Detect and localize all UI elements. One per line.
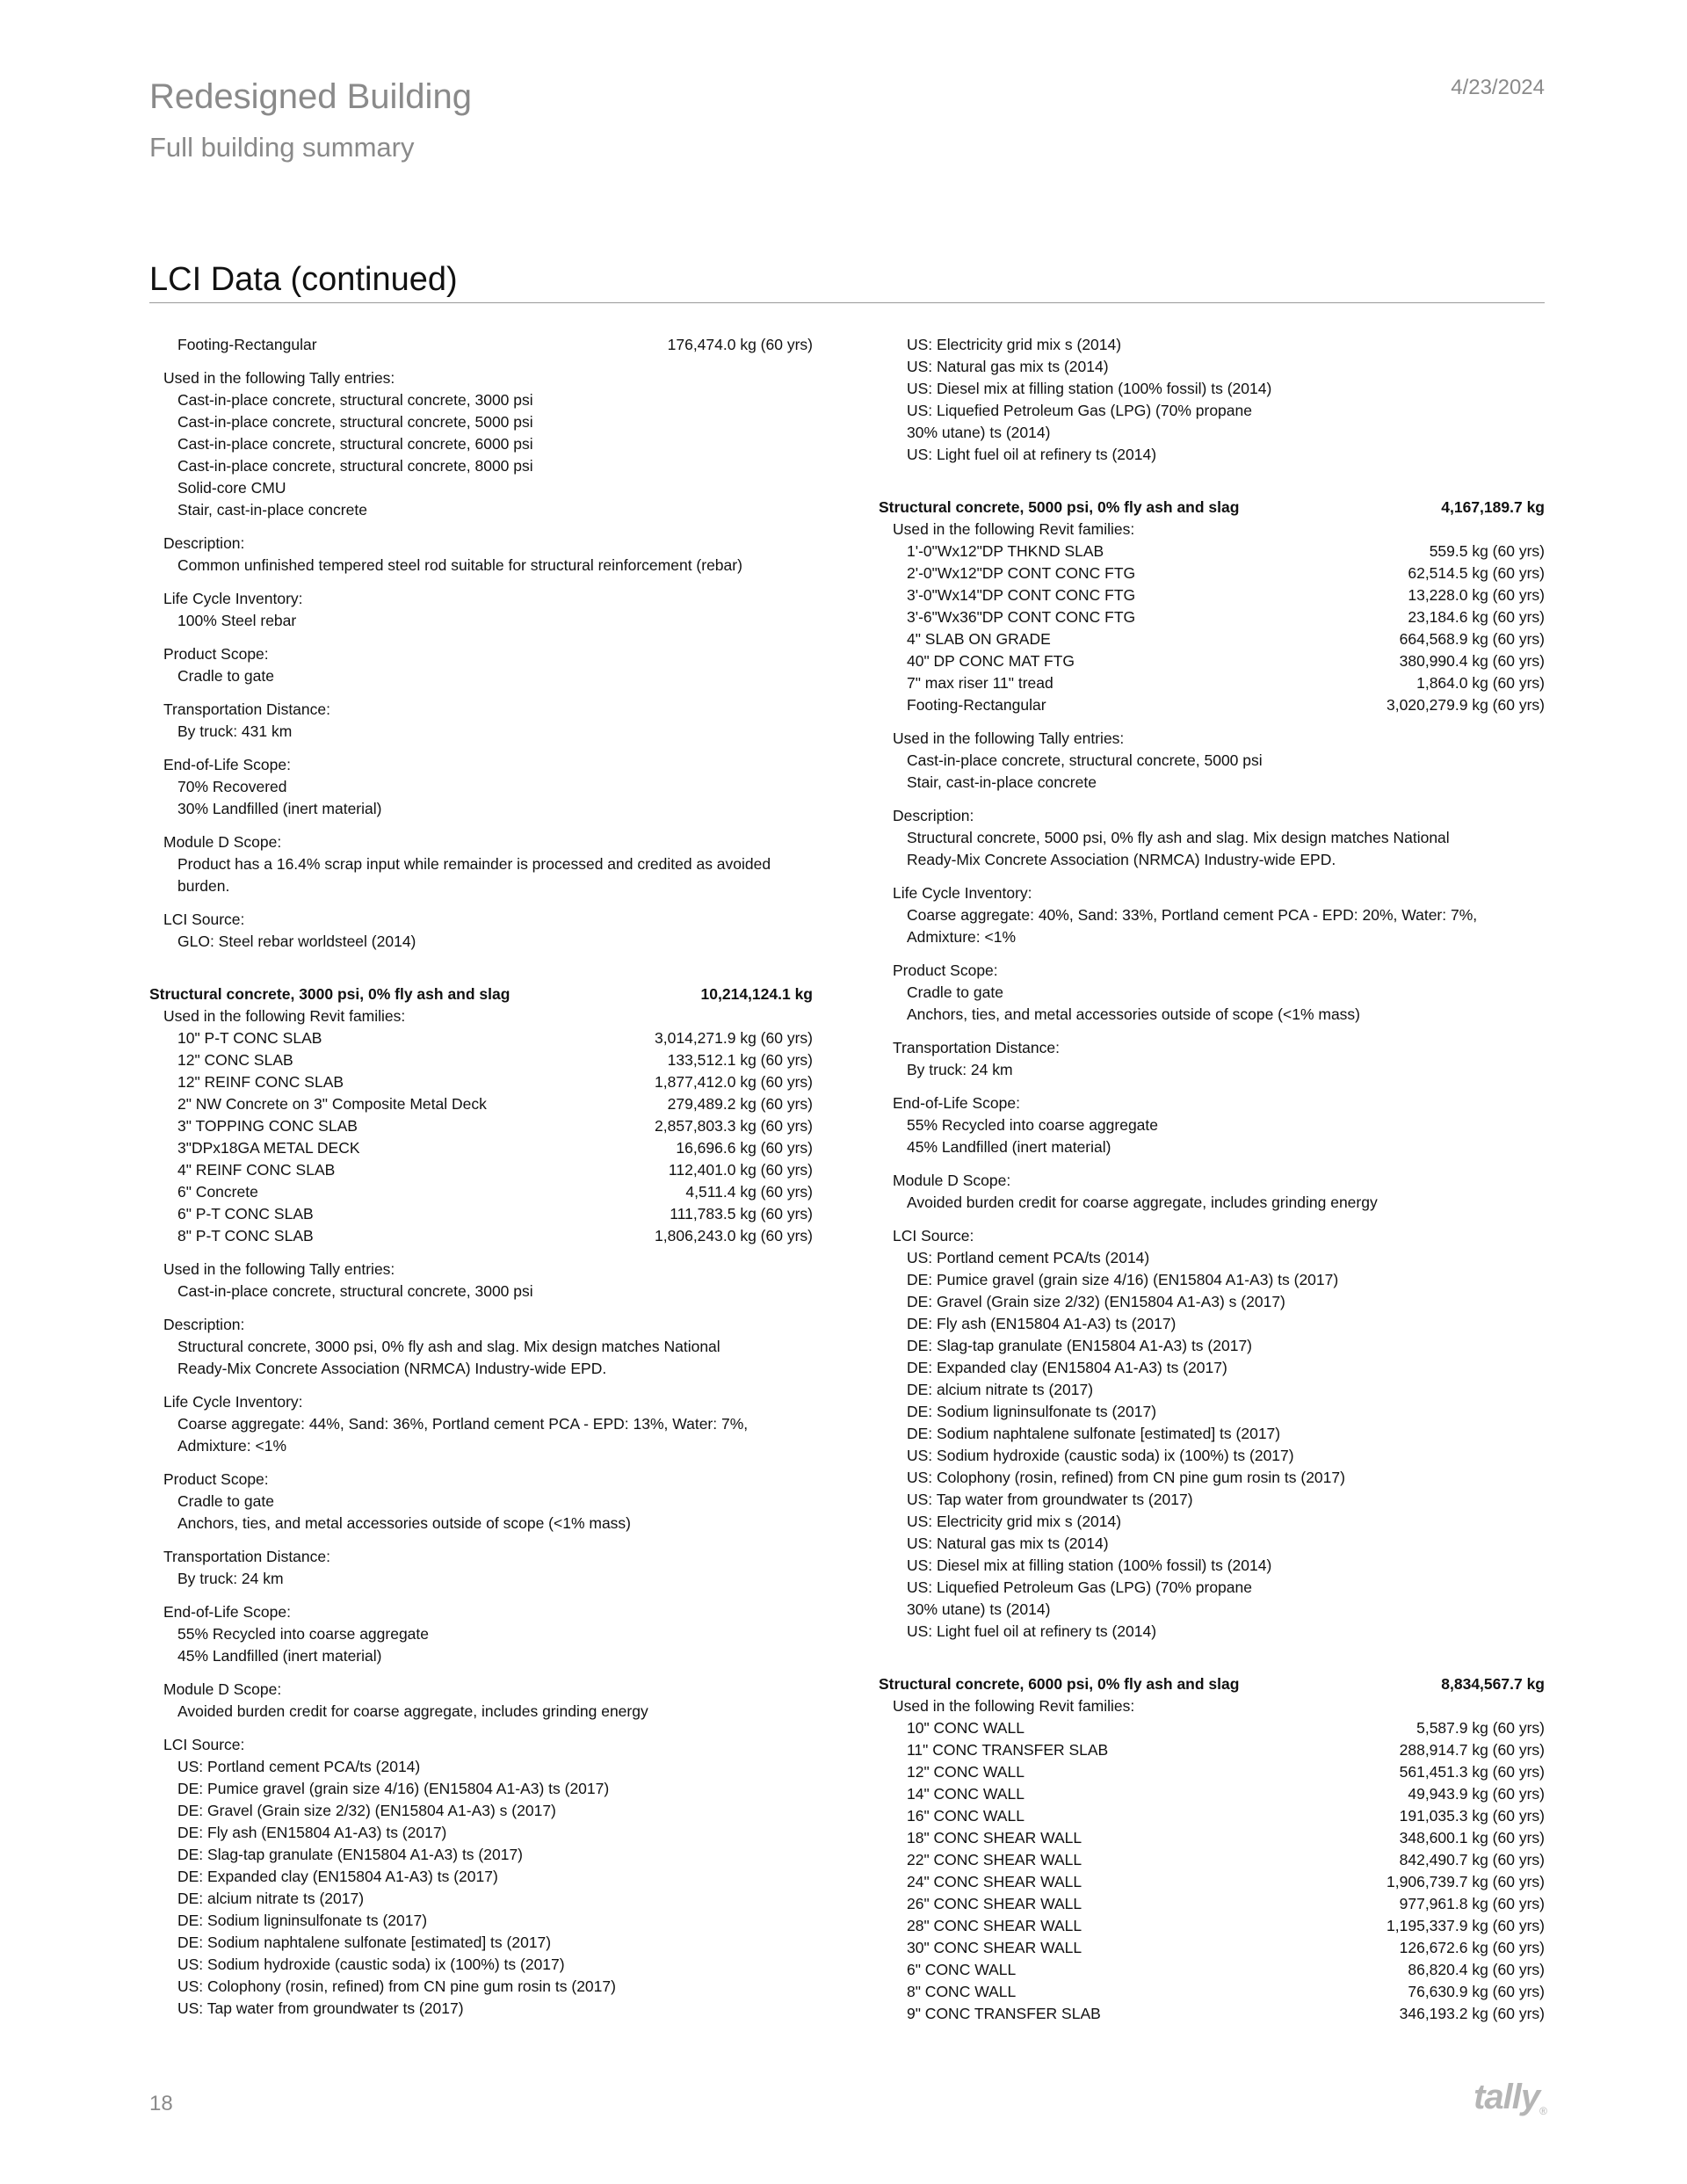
family-row — [879, 1717, 1545, 1739]
moduled-text: burden. — [177, 877, 230, 895]
family-value: 76,630.9 kg (60 yrs) — [1408, 1983, 1545, 2000]
family-name: 11" CONC TRANSFER SLAB — [907, 1741, 1109, 1759]
source-item: US: Sodium hydroxide (caustic soda) ix (100%) ts (2017) — [907, 1447, 1294, 1464]
tally-entry: Cast-in-place concrete, structural concrete, 3000 psi — [177, 1282, 533, 1300]
source-item: DE: Pumice gravel (grain size 4/16) (EN15804 A1-A3) ts (2017) — [177, 1780, 610, 1797]
material-title: Structural concrete, 5000 psi, 0% fly ash and slag — [879, 498, 1240, 516]
tally-entry: Cast-in-place concrete, structural concrete, 5000 psi — [907, 751, 1263, 769]
family-value: 2,857,803.3 kg (60 yrs) — [655, 1117, 813, 1135]
family-name: 14" CONC WALL — [907, 1785, 1025, 1803]
source-item: US: Light fuel oil at refinery ts (2014) — [907, 1622, 1157, 1640]
family-name: 28" CONC SHEAR WALL — [907, 1917, 1082, 1934]
family-name: 10" CONC WALL — [907, 1719, 1025, 1737]
tally-logo — [1473, 2078, 1546, 2117]
family-name: 4" SLAB ON GRADE — [907, 630, 1051, 648]
family-value: 126,672.6 kg (60 yrs) — [1399, 1939, 1545, 1956]
family-name: 1'-0"Wx12"DP THKND SLAB — [907, 542, 1104, 560]
source-item: US: Natural gas mix ts (2014) — [907, 1535, 1109, 1552]
source-item: DE: Pumice gravel (grain size 4/16) (EN15804 A1-A3) ts (2017) — [907, 1271, 1339, 1288]
source-item: DE: Expanded clay (EN15804 A1-A3) ts (2017) — [177, 1868, 498, 1885]
tally-entry: Cast-in-place concrete, structural concrete, 6000 psi — [177, 435, 533, 453]
family-row — [149, 334, 813, 356]
source-item: US: Liquefied Petroleum Gas (LPG) (70% propane — [907, 402, 1252, 419]
family-value: 288,914.7 kg (60 yrs) — [1399, 1741, 1545, 1759]
source-item: US: Electricity grid mix s (2014) — [907, 1513, 1122, 1530]
tally-label: Used in the following Tally entries: — [163, 369, 395, 387]
source-label: LCI Source: — [163, 911, 245, 928]
module-d-scope — [149, 1679, 813, 1723]
family-name: Footing-Rectangular — [907, 696, 1046, 714]
source-item: US: Diesel mix at filling station (100% fossil) ts (2014) — [907, 380, 1272, 397]
scope-text: Cradle to gate — [177, 1492, 274, 1510]
family-name: 3" TOPPING CONC SLAB — [177, 1117, 358, 1135]
lci-source — [879, 1225, 1545, 1643]
tally-entry: Cast-in-place concrete, structural concrete, 5000 psi — [177, 413, 533, 431]
scope-label: Product Scope: — [163, 645, 269, 663]
source-item: DE: alcium nitrate ts (2017) — [177, 1890, 365, 1907]
concrete-6000-block — [879, 1673, 1545, 2025]
source-item: US: Light fuel oil at refinery ts (2014) — [907, 446, 1157, 463]
concrete-3000-block — [149, 983, 813, 2020]
families-label: Used in the following Revit families: — [163, 1007, 406, 1025]
registered-mark: ® — [1539, 2105, 1546, 2117]
family-row — [879, 606, 1545, 628]
family-row — [879, 562, 1545, 584]
tally-entry: Cast-in-place concrete, structural concrete, 8000 psi — [177, 457, 533, 475]
family-name: 6" Concrete — [177, 1183, 258, 1201]
tally-label: Used in the following Tally entries: — [893, 729, 1125, 747]
source-list — [879, 1247, 1545, 1643]
lci-text: Coarse aggregate: 40%, Sand: 33%, Portland cement PCA - EPD: 20%, Water: 7%, — [907, 906, 1478, 924]
source-item: US: Colophony (rosin, refined) from CN pine gum rosin ts (2017) — [907, 1469, 1345, 1486]
family-name: 12" CONC WALL — [907, 1763, 1025, 1781]
tally-entry: Stair, cast-in-place concrete — [177, 501, 367, 519]
description-text: Ready-Mix Concrete Association (NRMCA) Industry-wide EPD. — [907, 851, 1336, 868]
family-value: 977,961.8 kg (60 yrs) — [1399, 1895, 1545, 1912]
family-row — [879, 1981, 1545, 2003]
tally-entries — [149, 1259, 813, 1302]
family-row — [879, 628, 1545, 650]
document-date: 4/23/2024 — [1451, 76, 1545, 99]
family-value: 62,514.5 kg (60 yrs) — [1408, 564, 1545, 582]
revit-families-list — [879, 541, 1545, 716]
family-name: 16" CONC WALL — [907, 1807, 1025, 1825]
source-label: LCI Source: — [163, 1736, 245, 1753]
scope-label: Product Scope: — [893, 961, 998, 979]
source-item: DE: Sodium naphtalene sulfonate [estimated] ts (2017) — [177, 1934, 552, 1951]
family-row — [879, 1959, 1545, 1981]
family-name: 3'-6"Wx36"DP CONT CONC FTG — [907, 608, 1136, 626]
source-item: DE: Sodium ligninsulfonate ts (2017) — [907, 1403, 1157, 1420]
eol-text: 70% Recovered — [177, 778, 287, 795]
family-name: 24" CONC SHEAR WALL — [907, 1873, 1082, 1890]
family-row — [879, 650, 1545, 672]
families-label: Used in the following Revit families: — [893, 520, 1135, 538]
revit-families-list — [879, 1717, 1545, 2025]
material-heading — [879, 497, 1545, 519]
family-row — [879, 672, 1545, 694]
description-text: Common unfinished tempered steel rod suitable for structural reinforcement (rebar) — [177, 556, 742, 574]
eol-text: 30% Landfilled (inert material) — [177, 800, 382, 817]
description-label: Description: — [163, 534, 245, 552]
family-value: 380,990.4 kg (60 yrs) — [1399, 652, 1545, 670]
family-name: 7" max riser 11" tread — [907, 674, 1053, 692]
family-value: 1,195,337.9 kg (60 yrs) — [1387, 1917, 1545, 1934]
transport-text: By truck: 24 km — [177, 1570, 284, 1587]
eol-text: 45% Landfilled (inert material) — [177, 1647, 382, 1665]
family-value: 13,228.0 kg (60 yrs) — [1408, 586, 1545, 604]
material-total: 4,167,189.7 kg — [1441, 498, 1545, 516]
logo-text: tally — [1473, 2078, 1540, 2116]
family-row — [879, 2003, 1545, 2025]
lci-text: Admixture: <1% — [177, 1437, 287, 1455]
section-divider — [149, 302, 1545, 303]
description-label: Description: — [163, 1316, 245, 1333]
family-name: 3'-0"Wx14"DP CONT CONC FTG — [907, 586, 1136, 604]
tally-label: Used in the following Tally entries: — [163, 1260, 395, 1278]
family-row — [149, 1203, 813, 1225]
family-row — [149, 1115, 813, 1137]
family-row — [149, 1137, 813, 1159]
description — [149, 533, 813, 577]
source-label: LCI Source: — [893, 1227, 974, 1244]
family-value: 1,806,243.0 kg (60 yrs) — [655, 1227, 813, 1244]
module-d-scope — [149, 831, 813, 897]
transport-label: Transportation Distance: — [163, 1548, 330, 1565]
family-row — [879, 1915, 1545, 1937]
moduled-text: Avoided burden credit for coarse aggregate, includes grinding energy — [907, 1194, 1378, 1211]
family-name: 22" CONC SHEAR WALL — [907, 1851, 1082, 1868]
source-item: DE: Expanded clay (EN15804 A1-A3) ts (2017) — [907, 1359, 1227, 1376]
product-scope — [149, 1469, 813, 1535]
rebar-block — [149, 334, 813, 953]
tally-entries — [149, 367, 813, 521]
end-of-life-scope — [149, 1601, 813, 1667]
family-row — [149, 1027, 813, 1049]
life-cycle-inventory — [149, 588, 813, 632]
source-item: US: Electricity grid mix s (2014) — [907, 336, 1122, 353]
source-item: US: Liquefied Petroleum Gas (LPG) (70% propane — [907, 1578, 1252, 1596]
family-name: 9" CONC TRANSFER SLAB — [907, 2005, 1101, 2022]
family-value: 559.5 kg (60 yrs) — [1429, 542, 1545, 560]
left-column — [149, 334, 813, 2020]
transportation-distance — [879, 1037, 1545, 1081]
moduled-text: Avoided burden credit for coarse aggregate, includes grinding energy — [177, 1702, 648, 1720]
product-scope — [879, 960, 1545, 1026]
lci-source — [149, 1734, 813, 2020]
lci-label: Life Cycle Inventory: — [163, 590, 303, 607]
lci-label: Life Cycle Inventory: — [163, 1393, 303, 1411]
description-text: Structural concrete, 5000 psi, 0% fly ash and slag. Mix design matches National — [907, 829, 1450, 846]
eol-text: 55% Recycled into coarse aggregate — [907, 1116, 1159, 1134]
family-value: 561,451.3 kg (60 yrs) — [1399, 1763, 1545, 1781]
revit-families-list — [149, 1027, 813, 1247]
moduled-text: Product has a 16.4% scrap input while remainder is processed and credited as avoided — [177, 855, 771, 873]
transportation-distance — [149, 1546, 813, 1590]
family-row — [879, 1871, 1545, 1893]
family-value: 1,906,739.7 kg (60 yrs) — [1387, 1873, 1545, 1890]
concrete-5000-block — [879, 497, 1545, 1643]
family-value: 86,820.4 kg (60 yrs) — [1408, 1961, 1545, 1978]
source-item: US: Portland cement PCA/ts (2014) — [907, 1249, 1150, 1266]
family-row — [149, 1181, 813, 1203]
source-item: US: Colophony (rosin, refined) from CN pine gum rosin ts (2017) — [177, 1977, 616, 1995]
family-row — [149, 1049, 813, 1071]
family-name: 30" CONC SHEAR WALL — [907, 1939, 1082, 1956]
material-title: Structural concrete, 6000 psi, 0% fly ash and slag — [879, 1675, 1240, 1693]
lci-text: 100% Steel rebar — [177, 612, 297, 629]
family-value: 1,864.0 kg (60 yrs) — [1416, 674, 1545, 692]
family-value: 111,783.5 kg (60 yrs) — [670, 1205, 813, 1223]
source-item: DE: Fly ash (EN15804 A1-A3) ts (2017) — [177, 1824, 447, 1841]
page-number: 18 — [149, 2092, 173, 2115]
source-item: US: Portland cement PCA/ts (2014) — [177, 1758, 421, 1775]
family-name: 2" NW Concrete on 3" Composite Metal Deck — [177, 1095, 487, 1113]
source-item: DE: alcium nitrate ts (2017) — [907, 1381, 1094, 1398]
family-value: 348,600.1 kg (60 yrs) — [1399, 1829, 1545, 1847]
eol-text: 45% Landfilled (inert material) — [907, 1138, 1111, 1156]
families-label: Used in the following Revit families: — [893, 1697, 1135, 1715]
description-label: Description: — [893, 807, 974, 824]
family-value: 664,568.9 kg (60 yrs) — [1399, 630, 1545, 648]
source-text: GLO: Steel rebar worldsteel (2014) — [177, 932, 416, 950]
transport-label: Transportation Distance: — [163, 700, 330, 718]
family-row — [879, 1827, 1545, 1849]
moduled-label: Module D Scope: — [163, 1680, 282, 1698]
transport-text: By truck: 431 km — [177, 722, 293, 740]
life-cycle-inventory — [879, 882, 1545, 948]
family-row — [879, 1893, 1545, 1915]
source-item: US: Sodium hydroxide (caustic soda) ix (100%) ts (2017) — [177, 1955, 565, 1973]
family-row — [879, 694, 1545, 716]
family-row — [879, 584, 1545, 606]
moduled-label: Module D Scope: — [163, 833, 282, 851]
eol-text: 55% Recycled into coarse aggregate — [177, 1625, 430, 1643]
source-item: DE: Fly ash (EN15804 A1-A3) ts (2017) — [907, 1315, 1177, 1332]
scope-text: Anchors, ties, and metal accessories outside of scope (<1% mass) — [907, 1005, 1361, 1023]
family-name: 12" CONC SLAB — [177, 1051, 293, 1069]
tally-entry: Cast-in-place concrete, structural concrete, 3000 psi — [177, 391, 533, 409]
family-name: 12" REINF CONC SLAB — [177, 1073, 344, 1091]
family-row — [879, 1783, 1545, 1805]
scope-text: Anchors, ties, and metal accessories outside of scope (<1% mass) — [177, 1514, 632, 1532]
family-value: 49,943.9 kg (60 yrs) — [1408, 1785, 1545, 1803]
source-item: DE: Sodium ligninsulfonate ts (2017) — [177, 1912, 428, 1929]
material-total: 8,834,567.7 kg — [1441, 1675, 1545, 1693]
family-value: 3,020,279.9 kg (60 yrs) — [1387, 696, 1545, 714]
product-scope — [149, 643, 813, 687]
source-list — [149, 1756, 813, 2020]
lci-text: Admixture: <1% — [907, 928, 1017, 946]
transport-text: By truck: 24 km — [907, 1061, 1013, 1078]
family-name: 18" CONC SHEAR WALL — [907, 1829, 1082, 1847]
lci-label: Life Cycle Inventory: — [893, 884, 1032, 902]
source-item: US: Natural gas mix ts (2014) — [907, 358, 1109, 375]
family-name: 6" CONC WALL — [907, 1961, 1017, 1978]
source-item: DE: Slag-tap granulate (EN15804 A1-A3) ts (2017) — [907, 1337, 1252, 1354]
family-value: 23,184.6 kg (60 yrs) — [1408, 608, 1545, 626]
family-value: 5,587.9 kg (60 yrs) — [1416, 1719, 1545, 1737]
family-name: 40" DP CONC MAT FTG — [907, 652, 1075, 670]
family-name: 3"DPx18GA METAL DECK — [177, 1139, 360, 1157]
right-column — [879, 334, 1545, 2025]
family-value: 191,035.3 kg (60 yrs) — [1399, 1807, 1545, 1825]
lci-text: Coarse aggregate: 44%, Sand: 36%, Portland cement PCA - EPD: 13%, Water: 7%, — [177, 1415, 749, 1433]
family-value: 176,474.0 kg (60 yrs) — [667, 336, 813, 353]
material-heading — [879, 1673, 1545, 1695]
source-item: US: Diesel mix at filling station (100% fossil) ts (2014) — [907, 1556, 1272, 1574]
source-item: DE: Gravel (Grain size 2/32) (EN15804 A1-A3) s (2017) — [907, 1293, 1285, 1310]
moduled-label: Module D Scope: — [893, 1172, 1011, 1189]
family-name: 8" P-T CONC SLAB — [177, 1227, 314, 1244]
family-row — [879, 1761, 1545, 1783]
family-row — [879, 1849, 1545, 1871]
family-name: 26" CONC SHEAR WALL — [907, 1895, 1082, 1912]
family-value: 3,014,271.9 kg (60 yrs) — [655, 1029, 813, 1047]
description-text: Structural concrete, 3000 psi, 0% fly ash and slag. Mix design matches National — [177, 1338, 720, 1355]
source-item: US: Tap water from groundwater ts (2017) — [177, 1999, 464, 2017]
tally-entries — [879, 728, 1545, 794]
material-title: Structural concrete, 3000 psi, 0% fly ash and slag — [149, 985, 510, 1003]
material-heading — [149, 983, 813, 1005]
family-value: 842,490.7 kg (60 yrs) — [1399, 1851, 1545, 1868]
description — [149, 1314, 813, 1380]
family-name: Footing-Rectangular — [177, 336, 317, 353]
source-item: US: Tap water from groundwater ts (2017) — [907, 1491, 1193, 1508]
source-item: DE: Gravel (Grain size 2/32) (EN15804 A1-A3) s (2017) — [177, 1802, 556, 1819]
eol-label: End-of-Life Scope: — [893, 1094, 1020, 1112]
family-row — [879, 1739, 1545, 1761]
material-total: 10,214,124.1 kg — [700, 985, 813, 1003]
family-value: 4,511.4 kg (60 yrs) — [685, 1183, 813, 1201]
family-name: 6" P-T CONC SLAB — [177, 1205, 314, 1223]
family-row — [879, 1805, 1545, 1827]
family-name: 2'-0"Wx12"DP CONT CONC FTG — [907, 564, 1136, 582]
family-name: 10" P-T CONC SLAB — [177, 1029, 322, 1047]
source-item: 30% utane) ts (2014) — [907, 1600, 1051, 1618]
family-row — [149, 1093, 813, 1115]
transport-label: Transportation Distance: — [893, 1039, 1060, 1056]
scope-text: Cradle to gate — [177, 667, 274, 685]
tally-entry: Stair, cast-in-place concrete — [907, 773, 1097, 791]
source-item: DE: Slag-tap granulate (EN15804 A1-A3) ts (2017) — [177, 1846, 523, 1863]
family-value: 112,401.0 kg (60 yrs) — [668, 1161, 813, 1179]
module-d-scope — [879, 1170, 1545, 1214]
end-of-life-scope — [149, 754, 813, 820]
life-cycle-inventory — [149, 1391, 813, 1457]
family-row — [879, 541, 1545, 562]
family-row — [879, 1937, 1545, 1959]
description — [879, 805, 1545, 871]
section-title: LCI Data (continued) — [149, 261, 458, 298]
family-value: 346,193.2 kg (60 yrs) — [1399, 2005, 1545, 2022]
document-subtitle: Full building summary — [149, 132, 415, 163]
family-row — [149, 1071, 813, 1093]
source-item: 30% utane) ts (2014) — [907, 424, 1051, 441]
family-row — [149, 1159, 813, 1181]
family-value: 133,512.1 kg (60 yrs) — [667, 1051, 813, 1069]
family-row — [149, 1225, 813, 1247]
transportation-distance — [149, 699, 813, 743]
eol-label: End-of-Life Scope: — [163, 756, 291, 773]
family-value: 16,696.6 kg (60 yrs) — [676, 1139, 813, 1157]
source-item: DE: Sodium naphtalene sulfonate [estimated] ts (2017) — [907, 1425, 1281, 1442]
family-value: 1,877,412.0 kg (60 yrs) — [655, 1073, 813, 1091]
eol-label: End-of-Life Scope: — [163, 1603, 291, 1621]
end-of-life-scope — [879, 1092, 1545, 1158]
family-name: 4" REINF CONC SLAB — [177, 1161, 336, 1179]
scope-label: Product Scope: — [163, 1470, 269, 1488]
lci-source — [149, 909, 813, 953]
continued-source-list — [879, 334, 1545, 466]
tally-entry: Solid-core CMU — [177, 479, 286, 497]
family-name: 8" CONC WALL — [907, 1983, 1017, 2000]
document-title: Redesigned Building — [149, 77, 472, 116]
description-text: Ready-Mix Concrete Association (NRMCA) Industry-wide EPD. — [177, 1360, 607, 1377]
scope-text: Cradle to gate — [907, 983, 1003, 1001]
family-value: 279,489.2 kg (60 yrs) — [667, 1095, 813, 1113]
